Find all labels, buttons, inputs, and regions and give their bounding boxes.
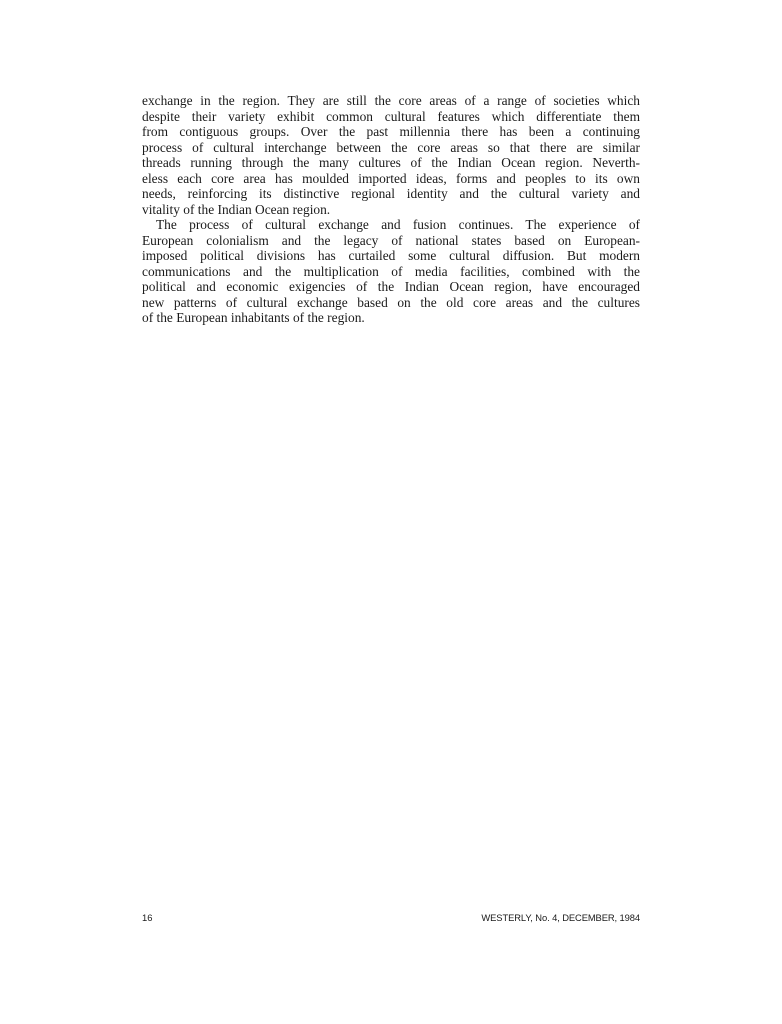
text-line: vitality of the Indian Ocean region. (142, 201, 331, 217)
text-line: despite their variety exhibit common cultural features which differentiate them (142, 108, 640, 124)
text-line: new patterns of cultural exchange based on the old core areas and the cultures (142, 294, 640, 310)
running-footer: WESTERLY, No. 4, DECEMBER, 1984 (481, 912, 640, 923)
text-line: communications and the multiplication of media facilities, combined with the (142, 263, 640, 279)
text-line: European colonialism and the legacy of national states based on European- (142, 232, 640, 248)
text-line: political and economic exigencies of the Indian Ocean region, have encouraged (142, 279, 640, 294)
text-line: from contiguous groups. Over the past millennia there has been a continuing (142, 124, 640, 139)
text-line: threads running through the many cultures of the Indian Ocean region. Neverth- (142, 155, 640, 170)
paragraph-2 (142, 217, 640, 326)
page-number: 16 (142, 912, 153, 923)
text-line: exchange in the region. They are still the core areas of a range of societies which (142, 93, 640, 108)
text-line: of the European inhabitants of the region. (142, 310, 365, 325)
text-line: imposed political divisions has curtailed some cultural diffusion. But modern (142, 248, 640, 263)
text-line: needs, reinforcing its distinctive regional identity and the cultural variety and (142, 186, 640, 201)
paragraph-1 (142, 93, 640, 217)
text-line: The process of cultural exchange and fusion continues. The experience of (156, 217, 640, 232)
body-text (142, 93, 640, 326)
text-line: process of cultural interchange between the core areas so that there are similar (142, 139, 640, 155)
text-line: eless each core area has moulded imported ideas, forms and peoples to its own (142, 170, 640, 186)
